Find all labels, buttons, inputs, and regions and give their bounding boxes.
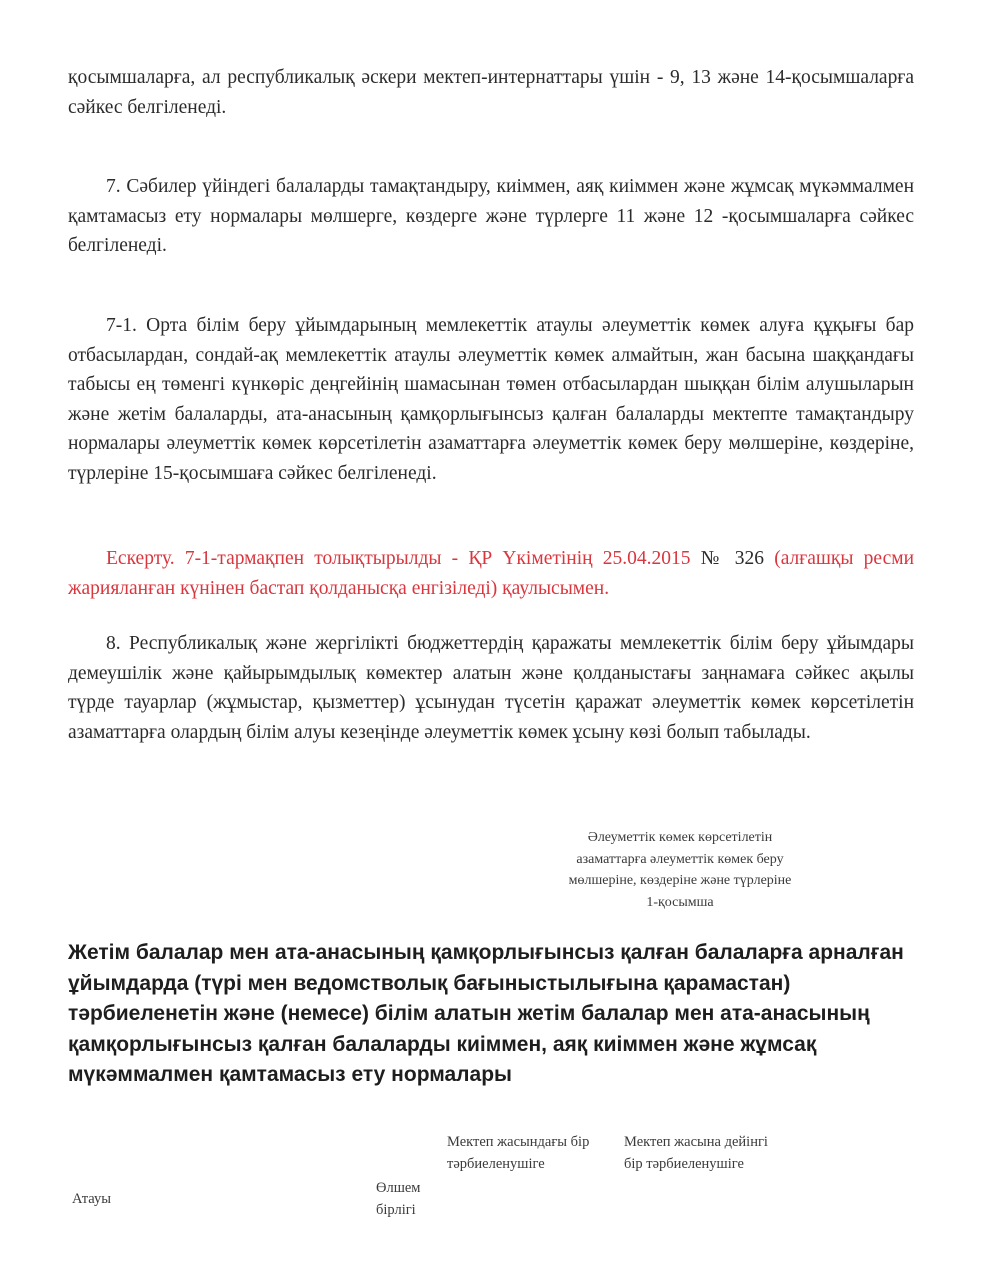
paragraph-7-1: 7-1. Орта білім беру ұйымдарының мемлекеттік атаулы әлеуметтік көмек алуға құқығы бар отбасылардан, сондай-ақ мемлекеттік атаулы әлеуметтік көмек алмайтын, жан басына шаққандағы табысы ең төменгі күнкөріс деңгейінің шамасынан төмен отбасылардан шыққан білім алушыларын және жетім балаларды, ата-анасының қамқорлығынсыз қалған балаларды мектепте тамақтандыру нормалары әлеуметтік көмек көрсетілетін азаматтарға әлеуметтік көмек беру мөлшеріне, көздеріне, түрлеріне 15-қосымшаға сәйкес белгіленеді.: [68, 315, 914, 484]
column-header-school-line: Мектеп жасындағы бір: [447, 1134, 590, 1150]
column-header-preschool: [624, 1131, 768, 1175]
column-header-unit: [376, 1177, 420, 1221]
annex-reference: [530, 827, 830, 913]
column-header-unit-line: бірлігі: [376, 1202, 416, 1218]
column-header-preschool-line: бір тәрбиеленушіге: [624, 1156, 744, 1172]
annex-line: азаматтарға әлеуметтік көмек беру: [576, 851, 784, 867]
column-header-name: Атауы: [72, 1191, 111, 1207]
amendment-note-text: Ескерту. 7-1-тармақпен толықтырылды - ҚР Үкіметінің 25.04.2015: [106, 548, 701, 569]
resolution-number: № 326: [700, 548, 765, 569]
annex-line: мөлшеріне, көздеріне және түрлеріне: [568, 873, 792, 888]
column-header-school-line: тәрбиеленушіге: [447, 1156, 545, 1172]
amendment-note-tail: (алғашқы ресми жарияланған күнінен бастап қолданысқа енгізіледі) қаулысымен.: [68, 548, 914, 599]
column-header-preschool-line: Мектеп жасына дейінгі: [624, 1134, 768, 1150]
paragraph-7: 7. Сәбилер үйіндегі балаларды тамақтандыру, киіммен, аяқ киіммен және жұмсақ мүкәммалмен қамтамасыз ету нормалары мөлшерге, көздерге және түрлерге 11 және 12 -қосымшаларға сәйкес белгіленеді.: [68, 176, 914, 256]
annex-number: 1-қосымша: [646, 894, 714, 910]
paragraph-8: 8. Республикалық және жергілікті бюджеттердің қаражаты мемлекеттік білім беру ұйымдары демеушілік және қайырымдылық көмектер алатын және қолданыстағы заңнамаға сәйкес ақылы түрде тауарлар (жұмыстар, қызметтер) ұсынудан түсетін қаражат әлеуметтік көмек көрсетілетін азаматтарға олардың білім алуы кезеңінде әлеуметтік көмек ұсыну көзі болып табылады.: [68, 633, 914, 743]
annex-line: Әлеуметтік көмек көрсетілетін: [587, 830, 773, 845]
column-header-school-age: [447, 1131, 589, 1175]
amendment-note: [68, 544, 914, 603]
annex-title: Жетім балалар мен ата-анасының қамқорлығынсыз қалған балаларға арналған ұйымдарда (түрі мен ведомстволық бағыныстылығына қарамастан) тәрбиеленетін және (немесе) білім алатын жетім балалар мен ата-анасының қамқорлығынсыз қалған балаларды киіммен, аяқ киіммен және жұмсақ мүкәммалмен қамтамасыз ету нормалары: [68, 941, 904, 1086]
paragraph-continuation: қосымшаларға, ал республикалық әскери мектеп-интернаттары үшін - 9, 13 және 14-қосымшаларға сәйкес белгіленеді.: [68, 67, 914, 118]
column-header-unit-line: Өлшем: [376, 1180, 421, 1196]
